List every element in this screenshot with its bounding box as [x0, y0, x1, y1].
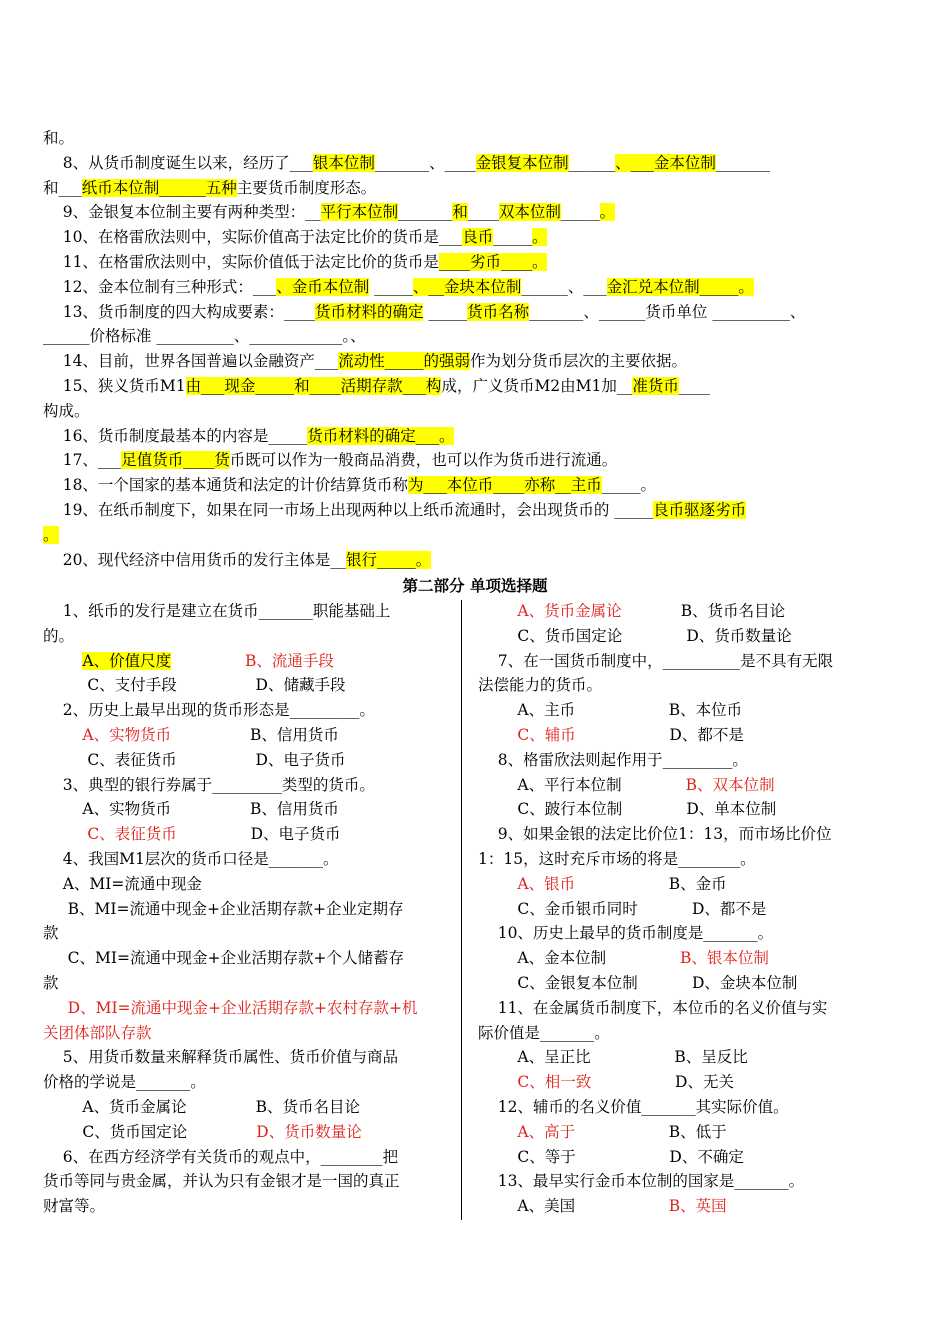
text-run: 1：15，这时充斥市场的将是________。: [478, 850, 756, 868]
text-run: 7、在一国货币制度中，__________是不具有无限: [478, 651, 834, 670]
text-run: _____: [369, 277, 413, 296]
highlighted-answer: 良币: [462, 228, 494, 247]
text-run: 9、如果金银的法定比价位1：13，而市场比价位: [478, 825, 832, 844]
text-line: [43, 325, 366, 347]
text-run: _______: [398, 203, 453, 222]
text-line: [43, 947, 453, 969]
highlighted-answer: 货币材料的确定___。: [307, 426, 455, 445]
text-run: 14、目前，世界各国普遍以金融资产___: [43, 352, 339, 371]
text-run: B、信用货币: [171, 726, 339, 744]
text-line: [478, 898, 888, 920]
marked-answer: B、银本位制: [680, 949, 769, 968]
highlighted-answer: 双本位制: [498, 203, 561, 222]
text-line: [43, 823, 453, 845]
text-run: C、表征货币 D、电子货币: [43, 750, 346, 769]
text-run: 财富等。: [43, 1197, 106, 1216]
text-line: [478, 922, 888, 944]
text-run: 18、一个国家的基本通货和法定的计价结算货币称: [43, 476, 408, 495]
text-run: 12、金本位制有三种形式：___: [43, 277, 277, 296]
text-run: [43, 999, 68, 1017]
text-line: [478, 1121, 888, 1143]
text-run: A、美国: [478, 1197, 669, 1216]
text-line: [478, 1096, 888, 1118]
marked-answer: C、相一致: [517, 1073, 592, 1092]
text-line: [43, 997, 453, 1019]
highlighted-answer: 银本位制: [312, 153, 375, 172]
text-line: [478, 873, 888, 895]
text-line: [478, 972, 888, 994]
text-run: [478, 602, 517, 620]
text-run: 12、辅币的名义价值_______其实际价值。: [478, 1098, 789, 1116]
text-line: [478, 798, 888, 820]
text-line: [43, 301, 805, 323]
text-run: 的。: [43, 626, 75, 645]
text-line: [43, 848, 453, 870]
text-run: 款: [43, 924, 59, 943]
text-line: [478, 724, 888, 746]
text-run: C、支付手段 D、储藏手段: [43, 676, 346, 695]
text-line: [43, 1022, 453, 1044]
text-run: 19、在纸币制度下，如果在同一市场上出现两种以上纸币流通时，会出现货币的 _____: [43, 501, 654, 519]
text-run: B、低于: [575, 1122, 727, 1141]
text-line: [43, 499, 746, 521]
text-run: [43, 726, 82, 744]
text-run: A、主币 B、本位币: [478, 701, 743, 720]
highlighted-answer: 足值货币____货: [121, 451, 230, 470]
marked-answer: 关团体部队存款: [43, 1023, 152, 1042]
highlighted-answer: 和: [452, 203, 468, 222]
text-run: B、金币: [575, 874, 727, 893]
text-run: ____: [678, 377, 710, 395]
text-line: [43, 1121, 453, 1143]
text-line: [43, 674, 453, 696]
text-line: [478, 1046, 888, 1068]
text-run: ______: [568, 153, 616, 172]
text-line: [43, 375, 710, 397]
marked-answer: B、英国: [668, 1197, 727, 1216]
text-run: 8、格雷欣法则起作用于_________。: [478, 750, 748, 769]
text-line: [478, 1022, 888, 1044]
highlighted-answer: 金汇兑本位制_____。: [606, 277, 754, 296]
text-line: [43, 449, 617, 471]
text-run: 11、在格雷欣法则中，实际价值低于法定比价的货币是: [43, 253, 439, 271]
marked-answer: D、货币数量论: [256, 1122, 362, 1141]
marked-answer: C、表征货币: [87, 825, 177, 844]
highlighted-answer: 由___现金_____和____活期存款___构: [185, 377, 442, 395]
text-run: 法偿能力的货币。: [478, 676, 603, 695]
text-line: [43, 226, 547, 248]
text-line: [43, 201, 615, 223]
text-line: [43, 1096, 453, 1118]
highlighted-answer: 、__金块本位制: [412, 277, 522, 296]
text-run: 5、用货币数量来解释货币属性、货币价值与商品: [43, 1048, 399, 1067]
text-run: 款: [43, 974, 59, 992]
text-line: [43, 425, 454, 447]
text-line: [43, 1170, 453, 1192]
text-run: [478, 1123, 517, 1141]
text-run: [478, 875, 517, 893]
text-run: 价格的学说是_______。: [43, 1073, 206, 1092]
text-run: 11、在金属货币制度下，本位币的名义价值与实: [478, 998, 828, 1017]
text-run: _______: [715, 153, 771, 172]
text-line: [478, 625, 888, 647]
text-line: [43, 699, 453, 721]
text-line: [43, 625, 453, 647]
text-run: A、实物货币 B、信用货币: [43, 800, 339, 819]
text-line: [43, 350, 687, 372]
text-run: 8、从货币制度诞生以来，经历了___: [43, 153, 313, 172]
section-title: 第二部分 单项选择题: [402, 576, 548, 595]
text-run: _____: [423, 302, 468, 321]
text-run: 6、在西方经济学有关货币的观点中，________把: [43, 1147, 399, 1166]
text-run: _____: [493, 228, 532, 247]
text-line: [478, 774, 888, 796]
text-run: D、电子货币: [176, 825, 341, 844]
marked-answer: A、实物货币: [82, 726, 172, 744]
text-line: [43, 774, 453, 796]
text-run: B、MI=流通中现金+企业活期存款+企业定期存: [43, 899, 404, 918]
text-run: 构成。: [43, 401, 90, 420]
highlighted-answer: 纸币本位制______五种: [81, 178, 237, 197]
highlighted-answer: 平行本位制: [320, 203, 399, 222]
text-run: A、金本位制: [478, 949, 681, 968]
text-run: _____。: [601, 476, 656, 495]
highlighted-answer: 准货币: [632, 377, 679, 395]
marked-answer: B、流通手段: [245, 651, 334, 670]
text-run: 13、货币制度的四大构成要素：____: [43, 302, 315, 321]
marked-answer: A、货币金属论: [517, 602, 622, 620]
text-line: [43, 1195, 453, 1217]
highlighted-answer: 为___本位币____亦称__主币: [407, 476, 602, 495]
text-line: [43, 276, 754, 298]
text-line: [43, 177, 376, 199]
text-line: [43, 898, 453, 920]
text-run: A、MI=流通中现金: [43, 874, 202, 893]
text-run: 4、我国M1层次的货币口径是_______。: [43, 850, 339, 868]
highlighted-answer: 金本位制: [653, 153, 716, 172]
text-run: C、MI=流通中现金+企业活期存款+个人储蓄存: [43, 949, 404, 968]
text-run: C、货币国定论: [43, 1122, 257, 1141]
text-run: 成，广义货币M2由M1加__: [441, 377, 633, 395]
marked-answer: A、高于: [517, 1122, 576, 1141]
text-run: 际价值是_______。: [478, 1023, 610, 1042]
marked-answer: D、MI=流通中现金+企业活期存款+农村存款+机: [67, 998, 418, 1017]
text-line: [43, 600, 453, 622]
text-run: ______价格标准 __________、____________。、: [43, 327, 366, 346]
text-run: 9、金银复本位制主要有两种类型：__: [43, 203, 321, 222]
text-run: C、金银复本位制 D、金块本位制: [478, 974, 798, 992]
column-divider: [461, 600, 462, 1220]
highlighted-answer: A、价值尺度: [82, 651, 172, 670]
highlighted-answer: ____劣币____。: [438, 253, 548, 271]
text-line: [43, 922, 453, 944]
text-run: _____: [560, 203, 600, 222]
text-run: 1、纸币的发行是建立在货币_______职能基础上: [43, 602, 391, 620]
text-run: ____: [467, 203, 499, 222]
text-run: 2、历史上最早出现的货币形态是_________。: [43, 701, 375, 720]
text-line: [43, 798, 453, 820]
text-line: [478, 1195, 888, 1217]
highlighted-answer: 。: [531, 228, 548, 247]
text-line: [478, 848, 888, 870]
text-run: A、货币金属论 B、货币名目论: [43, 1098, 360, 1116]
text-run: C、金币银币同时 D、都不是: [478, 899, 767, 918]
highlighted-answer: 。: [43, 525, 59, 544]
text-run: B、货币名目论: [621, 602, 786, 620]
text-run: 和。: [43, 129, 75, 147]
highlighted-answer: 流动性_____的强弱: [338, 352, 470, 371]
text-run: D、无关: [591, 1073, 734, 1092]
text-line: [43, 650, 453, 672]
text-run: 作为划分货币层次的主要依据。: [469, 352, 687, 371]
highlighted-answer: 金银复本位制: [475, 153, 569, 172]
text-run: 10、历史上最早的货币制度是_______。: [478, 924, 774, 943]
text-run: _______、____: [374, 153, 476, 172]
text-line: [43, 251, 547, 273]
text-run: [171, 652, 245, 670]
text-line: [478, 1170, 888, 1192]
marked-answer: C、辅币: [517, 726, 576, 744]
highlighted-answer: 。: [599, 203, 616, 222]
text-run: A、呈正比 B、呈反比: [478, 1048, 748, 1067]
text-run: [478, 1073, 517, 1091]
highlighted-answer: 银行_____。: [345, 550, 432, 569]
text-run: _______、______货币单位 __________、: [529, 302, 806, 321]
text-line: [43, 873, 453, 895]
text-run: 3、典型的银行券属于_________类型的货币。: [43, 775, 375, 794]
text-run: 16、货币制度最基本的内容是_____: [43, 426, 308, 445]
text-run: C、货币国定论 D、货币数量论: [478, 626, 792, 645]
text-line: [478, 947, 888, 969]
text-line: [478, 699, 888, 721]
text-line: [43, 1071, 453, 1093]
text-line: [43, 724, 453, 746]
text-run: 和___: [43, 178, 82, 197]
text-run: 10、在格雷欣法则中，实际价值高于法定比价的货币是___: [43, 228, 463, 247]
text-run: 20、现代经济中信用货币的发行主体是__: [43, 550, 346, 569]
text-line: [43, 400, 90, 422]
marked-answer: B、双本位制: [685, 775, 775, 794]
highlighted-answer: 、金币本位制: [276, 277, 370, 296]
highlighted-answer: 良币驱逐劣币: [653, 501, 747, 519]
text-line: [478, 674, 888, 696]
text-run: [43, 825, 87, 843]
text-line: [43, 524, 59, 546]
text-run: [478, 726, 517, 744]
highlighted-answer: 货币名称: [467, 302, 530, 321]
text-run: 货币等同与贵金属，并认为只有金银才是一国的真正: [43, 1172, 400, 1191]
text-run: D、都不是: [575, 726, 744, 744]
text-line: [478, 600, 888, 622]
highlighted-answer: 货币材料的确定: [314, 302, 424, 321]
text-line: [43, 749, 453, 771]
highlighted-answer: 、___: [615, 153, 654, 172]
text-line: [478, 1071, 888, 1093]
marked-answer: A、银币: [517, 874, 576, 893]
text-line: [43, 972, 453, 994]
text-run: 17、___: [43, 451, 122, 470]
text-line: [478, 650, 888, 672]
text-line: [43, 1146, 453, 1168]
text-line: [478, 823, 888, 845]
text-line: [43, 549, 431, 571]
text-run: 15、狭义货币M1: [43, 377, 186, 395]
text-run: C、跛行本位制 D、单本位制: [478, 800, 777, 819]
text-line: [478, 997, 888, 1019]
text-line: [43, 474, 656, 496]
text-line: [478, 749, 888, 771]
text-run: [43, 652, 82, 670]
text-run: 币既可以作为一般商品消费，也可以作为货币进行流通。: [229, 451, 618, 470]
text-run: A、平行本位制: [478, 775, 686, 794]
text-line: [43, 127, 74, 149]
text-run: 13、最早实行金币本位制的国家是_______。: [478, 1172, 805, 1191]
text-line: [43, 152, 770, 174]
text-run: C、等于 D、不确定: [478, 1147, 744, 1166]
text-line: [478, 1146, 888, 1168]
text-line: [43, 1046, 453, 1068]
text-run: ______、___: [521, 277, 607, 296]
text-run: 主要货币制度形态。: [236, 178, 377, 197]
